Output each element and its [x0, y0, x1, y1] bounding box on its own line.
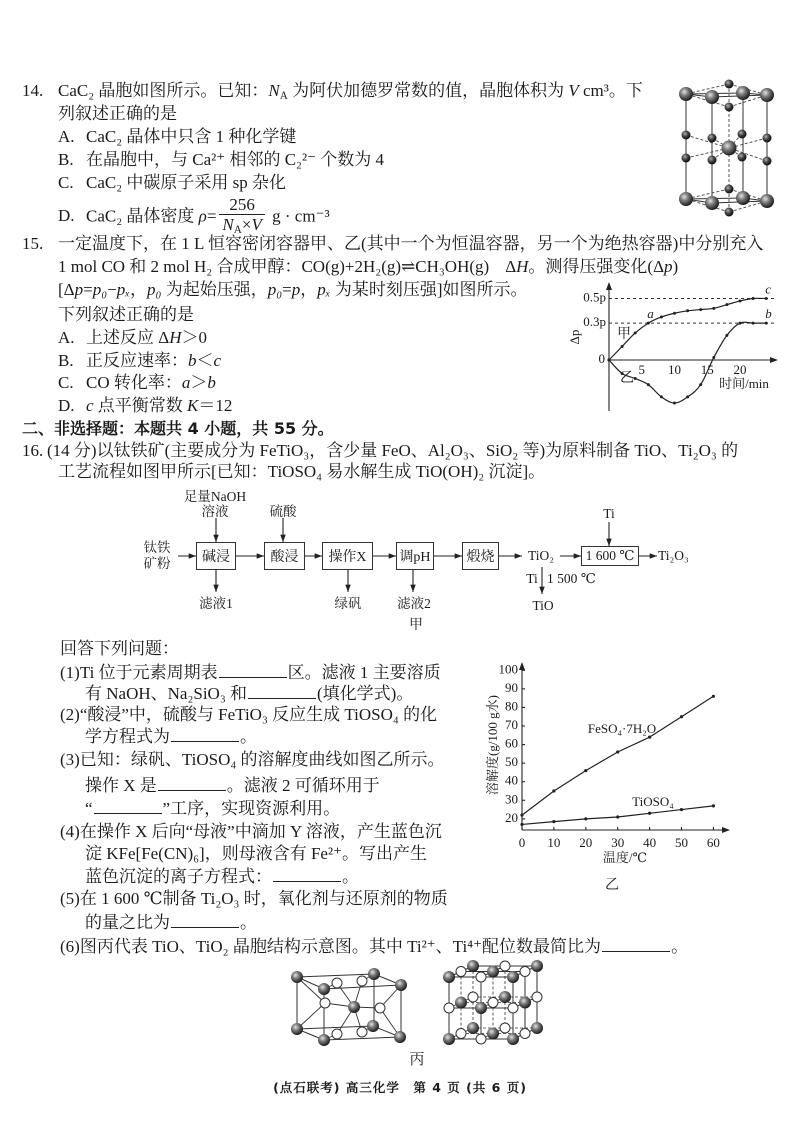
q15-option-a — [58, 328, 207, 348]
data-point — [699, 383, 702, 386]
answer-blank — [158, 775, 226, 791]
point-label-a: a — [647, 306, 654, 322]
question-text: (填化学式)。 — [317, 684, 414, 703]
q15-stem-text: ) — [672, 257, 679, 276]
data-point — [584, 817, 587, 820]
q16-1-line1 — [60, 662, 441, 683]
series-line — [522, 696, 713, 815]
calcium-atom — [760, 88, 774, 102]
x-tick-label: 0 — [518, 835, 526, 850]
question-text: 。 — [240, 913, 257, 932]
q15-stem-line2 — [58, 257, 678, 277]
q15-stem-line3 — [58, 280, 528, 300]
raw-material-label: 钛铁 — [143, 540, 171, 555]
q15-number: 15. — [22, 234, 44, 253]
pressure-symbol: pₓ — [317, 280, 331, 299]
q15-stem-text: = — [83, 280, 93, 299]
answer-blank — [171, 726, 239, 742]
option-label: B. — [58, 150, 74, 169]
titanium-atom — [455, 997, 467, 1009]
data-point — [680, 808, 683, 811]
pressure-change-chart — [545, 280, 798, 415]
atoms — [679, 80, 774, 217]
data-point — [616, 750, 619, 753]
q15-stem-text: 。测得压强变化(Δ — [528, 257, 664, 276]
option-text: 在晶胞中，与 Ca²⁺ 相邻的 C₂²⁻ 个数为 4 — [86, 150, 385, 169]
y-tick-label: 40 — [505, 772, 518, 788]
data-point — [584, 769, 587, 772]
oxygen-atom — [520, 1029, 530, 1039]
option-text: ＞0 — [181, 328, 207, 347]
y-tick-label: 0.5p — [583, 289, 606, 305]
data-point — [725, 303, 728, 306]
tio2-label: TiO₂ — [528, 548, 554, 563]
data-point — [648, 812, 651, 815]
chart-marks — [520, 670, 715, 830]
oxygen-atom — [456, 1029, 466, 1039]
data-point — [552, 820, 555, 823]
q14-option-a — [58, 127, 296, 147]
carbon-atom — [738, 130, 747, 139]
titanium-atom — [291, 971, 303, 983]
oxygen-atom — [508, 1003, 518, 1013]
q16-4-line2: 淀 KFe[Fe(CN)₆]，则母液含有 Fe²⁺。写出产生 — [85, 844, 428, 863]
series-line — [609, 298, 766, 360]
crystal-cell-left-figure — [280, 960, 420, 1052]
series-label-feso4: FeSO₄·7H₂O — [587, 721, 657, 736]
q16-number: 16. — [22, 441, 44, 460]
q15-stem-text: [Δ — [58, 280, 75, 299]
titanium-atom — [531, 1022, 543, 1034]
titanium-atom — [487, 1028, 499, 1040]
reagent-naoh-label: 溶液 — [201, 504, 229, 519]
titanium-atom — [475, 1002, 487, 1014]
enthalpy-symbol: H — [516, 257, 529, 276]
atoms — [291, 968, 407, 1046]
y-tick-label: 80 — [505, 698, 518, 714]
volume-symbol: V — [568, 81, 579, 100]
fraction-numerator: 256 — [219, 195, 264, 215]
series-line — [522, 806, 713, 825]
option-text: CaC₂ 中碳原子采用 sp 杂化 — [86, 173, 287, 192]
option-text: ＝12 — [198, 396, 233, 415]
green-vitriol-label: 绿矾 — [334, 596, 362, 611]
x-axis-title: 时间/min — [719, 376, 769, 391]
y-tick-label: 20 — [505, 809, 518, 825]
filtrate1-label: 滤液1 — [199, 596, 233, 611]
pressure-symbol: p — [664, 257, 673, 276]
oxygen-atom — [520, 967, 530, 977]
data-point — [725, 334, 728, 337]
x-axis-arrow-icon — [722, 827, 730, 833]
step-alkali-leach: 碱浸 — [196, 542, 236, 570]
x-tick-label: 20 — [579, 835, 593, 850]
titanium-atom — [507, 971, 519, 983]
data-point — [648, 736, 651, 739]
calcium-atom — [679, 192, 693, 206]
avogadro-subscript: A — [279, 90, 288, 103]
question-text: “ — [85, 799, 93, 818]
point-symbol: c — [213, 351, 222, 370]
titanium-atom — [348, 1001, 360, 1013]
carbon-atom — [738, 153, 747, 162]
titanium-atom — [318, 1034, 330, 1046]
q15-stem-text: ， — [300, 280, 318, 299]
option-text: 上述反应 Δ — [86, 328, 170, 347]
figure-bing-caption: 丙 — [409, 1052, 425, 1068]
pressure-symbol: p₀ — [147, 280, 162, 299]
ti-reagent-label: Ti — [526, 571, 538, 586]
raw-material-label: 矿粉 — [143, 556, 171, 571]
series-label-jia: 甲 — [617, 327, 631, 342]
y-tick-label: 50 — [505, 754, 518, 770]
data-point — [765, 297, 768, 300]
q15-stem-text: ， — [130, 280, 148, 299]
q16-4-line1: (4)在操作 X 后向“母液”中滴加 Y 溶液，产生蓝色沉 — [60, 822, 442, 841]
data-point — [739, 322, 742, 325]
times-sign: × — [241, 215, 252, 234]
y-tick-label: 70 — [505, 716, 518, 732]
data-point — [712, 695, 715, 698]
data-point — [634, 331, 637, 334]
q16-3-line3 — [85, 798, 340, 819]
option-label: A. — [58, 328, 75, 347]
x-axis-title: 温度/℃ — [602, 850, 648, 865]
answer-blank — [248, 683, 316, 699]
carbon-atom — [725, 208, 734, 217]
condition-1500-label: 1 500 ℃ — [547, 571, 596, 586]
calcium-atom — [760, 194, 774, 208]
option-label: B. — [58, 351, 74, 370]
x-tick-label: 10 — [547, 835, 561, 850]
data-point — [660, 395, 663, 398]
pressure-symbol: p₀ — [92, 280, 108, 299]
question-text: 。 — [342, 867, 359, 886]
point-symbol: b — [188, 351, 197, 370]
data-point — [673, 312, 676, 315]
y-tick-label: 90 — [505, 679, 518, 695]
oxygen-atom — [476, 1034, 486, 1044]
question-text: 蓝色沉淀的离子方程式： — [85, 867, 272, 886]
option-text: 点平衡常数 — [93, 396, 188, 415]
titanium-atom — [467, 960, 479, 972]
option-label: A. — [58, 127, 75, 146]
oxygen-atom — [375, 1003, 385, 1013]
data-point — [752, 297, 755, 300]
data-point — [660, 315, 663, 318]
q16-5-line2 — [85, 912, 257, 933]
data-point — [699, 308, 702, 311]
q16-3-line2 — [85, 775, 380, 796]
titanium-atom — [519, 997, 531, 1009]
cube-cell — [443, 960, 543, 1045]
oxygen-atom — [320, 998, 330, 1008]
carbon-atom — [708, 134, 717, 143]
carbon-atom — [725, 185, 734, 194]
q15-stem-line1: 一定温度下，在 1 L 恒容密闭容器甲、乙(其中一个为恒温容器，另一个为绝热容器)中分别充入 — [58, 234, 764, 253]
enthalpy-symbol: H — [169, 328, 182, 347]
oxygen-atom — [532, 992, 542, 1002]
answer-blank — [273, 866, 341, 882]
q16-stem-line2: 工艺流程如图甲所示[已知：TiOSO₄ 易水解生成 TiO(OH)₂ 沉淀]。 — [58, 462, 546, 481]
q14-option-c — [58, 173, 286, 193]
filtrate2-label: 滤液2 — [397, 596, 431, 611]
x-tick-label: 20 — [733, 362, 747, 377]
volume-symbol: V — [251, 215, 262, 234]
titanium-atom — [531, 960, 543, 972]
oxygen-atom — [500, 1023, 510, 1033]
data-point — [616, 815, 619, 818]
calcium-atom — [705, 196, 719, 210]
titanium-atom — [395, 979, 407, 991]
carbon-atom — [725, 103, 734, 112]
data-point — [686, 309, 689, 312]
q16-stem-line1: (14 分)以钛铁矿(主要成分为 FeTiO₃，含少量 FeO、Al₂O₃、SiO₂ 等)为原料制备 TiO、Ti₂O₃ 的 — [47, 441, 739, 460]
data-point — [647, 322, 650, 325]
q15-option-b — [58, 351, 221, 371]
q15-stem-text: = — [282, 280, 292, 299]
titanium-atom — [291, 1023, 303, 1035]
y-tick-label: 100 — [498, 661, 518, 677]
oxygen-atom — [456, 967, 466, 977]
avogadro-symbol: N — [222, 215, 234, 234]
data-point — [673, 402, 676, 405]
q15-option-c — [58, 373, 216, 393]
titanium-atom — [367, 1020, 379, 1032]
figure-yi-caption: 乙 — [605, 878, 619, 893]
data-point — [680, 715, 683, 718]
answer-blank — [602, 936, 670, 952]
y-axis-arrow-icon — [519, 662, 525, 670]
data-point — [621, 345, 624, 348]
q14-stem-text: CaC₂ 晶胞如图所示。已知： — [58, 81, 269, 100]
answer-blank — [171, 912, 239, 928]
option-label: C. — [58, 373, 74, 392]
x-tick-label: 50 — [675, 835, 688, 850]
data-point — [634, 377, 637, 380]
carbon-atom — [708, 156, 717, 165]
q15-stem-text: − — [107, 280, 117, 299]
option-label: C. — [58, 173, 74, 192]
carbon-atom — [682, 131, 691, 140]
question-text: 。 — [671, 937, 689, 956]
x-tick-label: 5 — [638, 362, 645, 377]
q16-4-line3 — [85, 866, 359, 887]
q15-option-d — [58, 396, 232, 416]
x-tick-label: 40 — [643, 835, 657, 850]
q16-6-line — [60, 936, 688, 957]
calcium-atom — [679, 87, 693, 101]
equals-sign: = — [206, 206, 217, 226]
carbon-atom — [725, 80, 734, 89]
oxygen-atom — [488, 998, 498, 1008]
density-unit: g · cm⁻³ — [267, 206, 330, 226]
y-axis-title: Δp — [566, 329, 582, 345]
step-furnace-1600: 1 600 ℃ — [581, 546, 639, 566]
option-label: D. — [58, 206, 75, 226]
x-tick-label: 10 — [668, 362, 681, 377]
carbon-atom — [763, 157, 772, 166]
x-tick-label: 60 — [706, 835, 720, 850]
answer-blank — [94, 798, 162, 814]
q16-2-line2 — [85, 726, 257, 747]
x-axis-arrow-icon — [770, 357, 778, 363]
data-point — [520, 823, 523, 826]
q16-1-line2 — [85, 683, 413, 704]
q14-stem-text: 为阿伏加德罗常数的值，晶胞体积为 — [287, 81, 569, 100]
data-point — [752, 322, 755, 325]
ti2o3-product-label: Ti₂O₃ — [658, 548, 689, 563]
q16-5-line1: (5)在 1 600 ℃制备 Ti₂O₃ 时，氧化剂与还原剂的物质 — [60, 889, 448, 908]
option-text: ＞ — [190, 373, 208, 392]
question-text: 。 — [240, 727, 257, 746]
question-text: 有 NaOH、Na₂SiO₃ 和 — [85, 684, 248, 703]
question-text: 操作 X 是 — [85, 776, 157, 795]
data-point — [712, 356, 715, 359]
titanium-atom — [443, 971, 455, 983]
y-tick-label: 60 — [505, 735, 518, 751]
titanium-atom — [499, 991, 511, 1003]
point-symbol: b — [207, 373, 216, 392]
q14-stem-line1 — [58, 81, 643, 106]
question-text: (6)图丙代表 TiO、TiO₂ 晶胞结构示意图。其中 Ti²⁺、Ti⁴⁺配位数最简比为 — [60, 937, 602, 956]
x-tick-label: 15 — [700, 362, 714, 377]
oxygen-atom — [468, 992, 478, 1002]
solubility-chart — [480, 650, 732, 895]
q15-stem-line4: 下列叙述正确的是 — [58, 305, 194, 324]
question-text: 。滤液 2 可循环用于 — [226, 776, 380, 795]
section-heading: 二、非选择题：本题共 4 小题，共 55 分。 — [22, 419, 334, 438]
question-text: 的量之比为 — [85, 913, 170, 932]
q16-3-line1: (3)已知：绿矾、TiOSO₄ 的溶解度曲线如图乙所示。 — [60, 750, 445, 769]
step-acid-leach: 酸浸 — [264, 542, 305, 570]
question-text: ”工序，实现资源利用。 — [162, 799, 341, 818]
oxygen-atom — [444, 1003, 454, 1013]
option-text: CaC₂ 晶体中只含 1 种化学键 — [86, 127, 297, 146]
option-text: CaC₂ 晶体密度 — [86, 206, 199, 226]
y-axis-title: 溶解度(g/100 g水) — [484, 694, 500, 796]
y-tick-label: 30 — [505, 791, 518, 807]
option-text: ＜ — [196, 351, 214, 370]
carbon-atom — [763, 134, 772, 143]
series-label-tioso4: TiOSO₄ — [632, 794, 674, 809]
page-footer: (点石联考) 高三化学 第 4 页 (共 6 页) — [273, 1080, 527, 1095]
titanium-atom — [443, 1033, 455, 1045]
point-symbol: a — [181, 373, 191, 392]
data-point — [520, 814, 523, 817]
pressure-symbol: p₀ — [267, 280, 283, 299]
cac2-unit-cell-figure — [675, 68, 775, 228]
data-point — [686, 395, 689, 398]
q14-number: 14. — [22, 81, 44, 100]
questions-intro: 回答下列问题： — [60, 639, 179, 658]
calcium-atom — [722, 141, 737, 156]
data-point — [647, 383, 650, 386]
titanium-atom — [394, 1031, 406, 1043]
data-point — [712, 804, 715, 807]
reagent-naoh-label: 足量NaOH — [183, 489, 247, 504]
option-text: CO 转化率： — [86, 373, 182, 392]
oxygen-atom — [332, 978, 342, 988]
q16-2-line1: (2)“酸浸”中，硫酸与 FeTiO₃ 反应生成 TiOSO₄ 的化 — [60, 705, 438, 724]
y-tick-label: 0 — [598, 350, 605, 366]
question-text: (1)Ti 位于元素周期表 — [60, 663, 218, 682]
step-calcine: 煅烧 — [462, 542, 499, 570]
series-label-yi: 乙 — [620, 371, 634, 386]
calcium-atom — [736, 191, 750, 205]
x-tick-label: 30 — [611, 835, 625, 850]
titanium-atom — [467, 1022, 479, 1034]
data-point — [739, 299, 742, 302]
step-adjust-ph: 调pH — [396, 542, 434, 570]
avogadro-subscript: A — [233, 224, 242, 237]
ti-reagent-label: Ti — [603, 506, 615, 521]
y-tick-label: 0.3p — [583, 314, 606, 330]
calcium-atom — [705, 90, 719, 104]
pressure-symbol: p — [291, 280, 301, 299]
question-text: 学方程式为 — [85, 727, 170, 746]
equilibrium-constant-symbol: K — [187, 396, 199, 415]
carbon-atom — [682, 154, 691, 163]
point-label-b: b — [765, 306, 772, 322]
point-label-c: c — [765, 281, 771, 297]
data-point — [608, 359, 611, 362]
q14-stem-text: cm³。下 — [578, 81, 643, 100]
density-symbol: ρ — [198, 206, 207, 226]
oxygen-atom — [357, 976, 367, 986]
reagent-acid-label: 硫酸 — [269, 504, 297, 519]
data-point — [552, 789, 555, 792]
figure-jia-caption: 甲 — [409, 618, 423, 633]
step-operation-x: 操作X — [322, 542, 373, 570]
option-text: 正反应速率： — [86, 351, 188, 370]
titanium-atom — [368, 968, 380, 980]
q14-stem-line2: 列叙述正确的是 — [58, 104, 177, 123]
titanium-atom — [318, 983, 330, 995]
answer-blank — [219, 662, 287, 678]
pressure-symbol: pₓ — [116, 280, 131, 299]
oxygen-atom — [476, 972, 486, 982]
tio-product-label: TiO — [532, 598, 554, 613]
option-label: D. — [58, 396, 75, 415]
q15-stem-text: 为某时刻压强]如图所示。 — [330, 280, 528, 299]
q14-option-b — [58, 150, 384, 170]
reaction-equation: 1 mol CO 和 2 mol H₂ 合成甲醇：CO(g)+2H₂(g)⇌CH₃OH(g) — [58, 257, 490, 276]
oxygen-atom — [357, 1027, 367, 1037]
pressure-symbol: p — [74, 280, 84, 299]
titanium-atom — [487, 966, 499, 978]
top-face — [686, 93, 767, 97]
oxygen-atom — [332, 1029, 342, 1039]
point-symbol: c — [86, 396, 94, 415]
data-point — [765, 322, 768, 325]
q15-stem-text: 为起始压强， — [161, 280, 268, 299]
delta-symbol: Δ — [505, 257, 517, 276]
oxygen-atom — [500, 961, 510, 971]
data-point — [712, 307, 715, 310]
question-text: 区。滤液 1 主要溶质 — [287, 663, 441, 682]
y-axis-arrow-icon — [606, 282, 612, 290]
crystal-cell-right-figure — [435, 955, 550, 1050]
avogadro-symbol: N — [268, 81, 280, 100]
calcium-atom — [736, 86, 750, 100]
titanium-atom — [507, 1033, 519, 1045]
